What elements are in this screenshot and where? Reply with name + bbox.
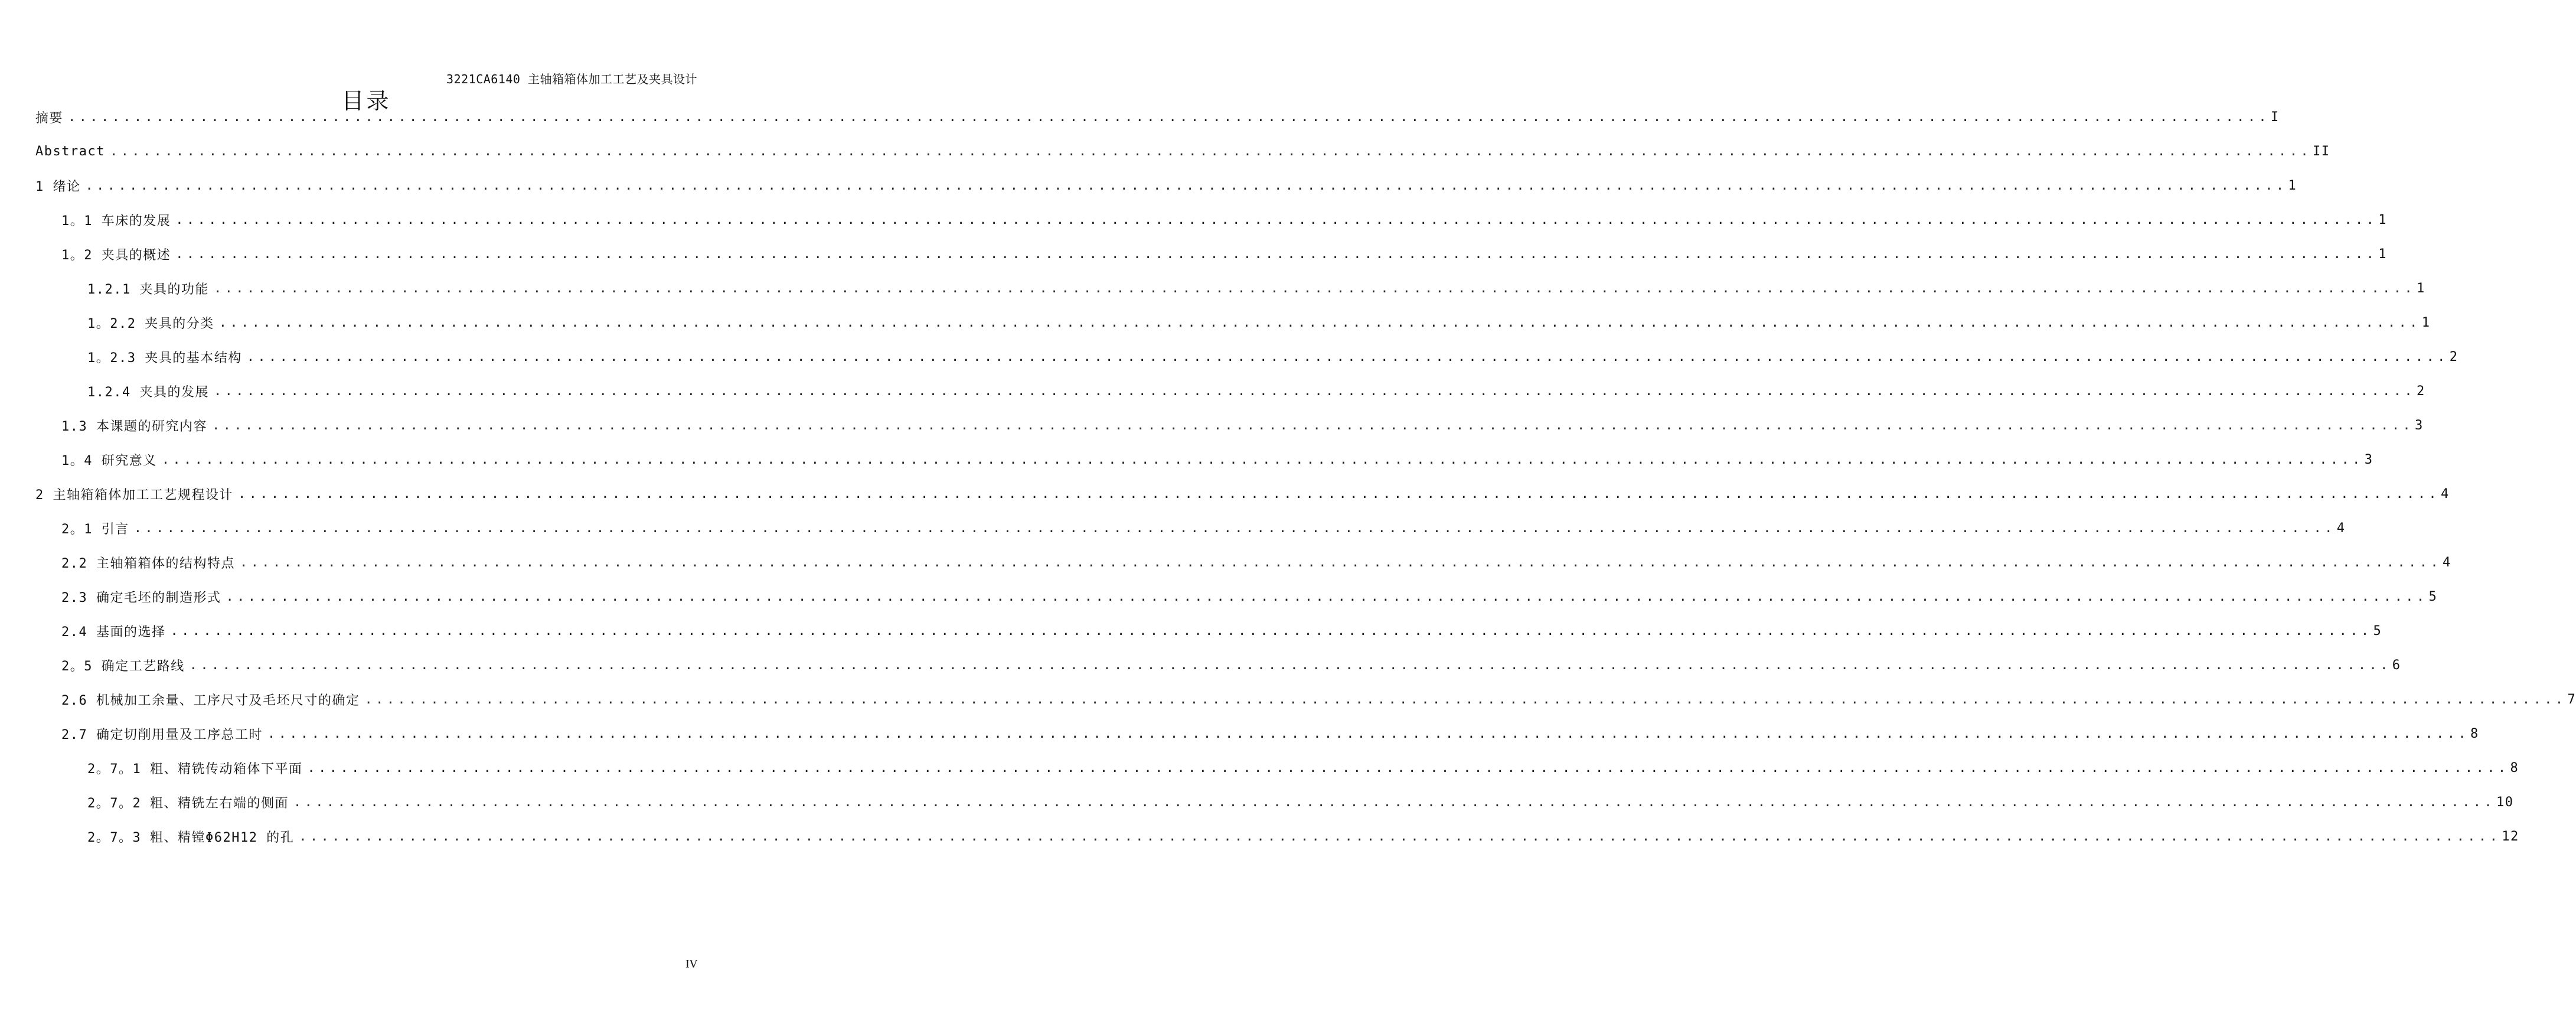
toc-dot-leader: ........................................................................................................................................................................................................	[211, 418, 2414, 433]
toc-entry-label: 1。2.2 夹具的分类	[87, 316, 214, 331]
toc-entry-label: Abstract	[35, 144, 105, 159]
toc-entry-label: 2.7 确定切削用量及工序总工时	[61, 727, 263, 742]
toc-entry-page: 5	[2373, 623, 2382, 638]
toc-entry-page: 10	[2496, 794, 2514, 810]
toc-entry-page: 5	[2428, 589, 2438, 604]
toc-dot-leader: ........................................................................................................................................................................................................	[293, 794, 2496, 810]
toc-entry-page: 1	[2378, 212, 2388, 227]
toc-entry[interactable]	[61, 722, 2479, 745]
toc-entry-label: 2。7。3 粗、精镗Φ62H12 的孔	[87, 830, 295, 845]
page-number: IV	[685, 958, 697, 970]
toc-title: 目录	[341, 88, 391, 114]
toc-entry[interactable]	[87, 379, 2425, 403]
toc-entry[interactable]	[61, 413, 2424, 437]
toc-dot-leader: ........................................................................................................................................................................................................	[226, 589, 2428, 604]
toc-entry-label: 1。2 夹具的概述	[61, 247, 171, 263]
toc-dot-leader: ........................................................................................................................................................................................................	[109, 144, 2311, 159]
toc-entry-label: 1。1 车床的发展	[61, 213, 171, 229]
toc-entry-page: 2	[2449, 349, 2459, 364]
running-header: 3221CA6140 主轴箱箱体加工工艺及夹具设计	[446, 72, 697, 86]
toc-entry[interactable]	[35, 174, 2297, 197]
toc-dot-leader: ........................................................................................................................................................................................................	[175, 246, 2378, 262]
toc-dot-leader: ........................................................................................................................................................................................................	[170, 623, 2372, 638]
toc-entry-page: 12	[2502, 829, 2519, 844]
toc-entry[interactable]	[35, 105, 2280, 129]
toc-entry[interactable]	[35, 482, 2450, 506]
toc-entry-page: I	[2271, 109, 2280, 125]
toc-entry[interactable]	[61, 619, 2382, 643]
toc-entry-page: 2	[2417, 383, 2425, 399]
toc-entry-label: 1。2.3 夹具的基本结构	[87, 350, 242, 366]
toc-entry-page: 4	[2336, 520, 2346, 536]
toc-entry[interactable]	[87, 756, 2519, 780]
toc-dot-leader: ........................................................................................................................................................................................................	[85, 178, 2287, 193]
toc-entry[interactable]	[61, 242, 2388, 266]
toc-entry-page: 7	[2567, 692, 2576, 707]
toc-entry[interactable]	[87, 790, 2514, 814]
toc-entry-label: 2 主轴箱箱体加工工艺规程设计	[35, 487, 233, 503]
toc-entry-label: 2。7。2 粗、精铣左右端的侧面	[87, 796, 289, 811]
toc-dot-leader: ........................................................................................................................................................................................................	[218, 315, 2421, 330]
toc-entry[interactable]	[61, 585, 2438, 608]
toc-dot-leader: ........................................................................................................................................................................................................	[239, 555, 2442, 570]
toc-entry[interactable]	[61, 208, 2388, 232]
toc-entry-page: 8	[2510, 760, 2519, 776]
toc-dot-leader: ........................................................................................................................................................................................................	[213, 383, 2416, 399]
toc-dot-leader: ........................................................................................................................................................................................................	[133, 520, 2336, 536]
toc-dot-leader: ........................................................................................................................................................................................................	[189, 657, 2391, 673]
toc-entry-page: 3	[2364, 452, 2373, 467]
toc-entry[interactable]	[61, 448, 2373, 471]
toc-entry-label: 1。4 研究意义	[61, 453, 157, 468]
toc-entry-label: 1 绪论	[35, 179, 81, 194]
toc-entry-page: 1	[2417, 281, 2425, 296]
toc-entry-page: 4	[2443, 555, 2451, 570]
toc-entry-label: 2。7。1 粗、精铣传动箱体下平面	[87, 761, 303, 777]
toc-entry-page: 8	[2470, 726, 2479, 741]
toc-dot-leader: ........................................................................................................................................................................................................	[299, 829, 2501, 844]
toc-entry[interactable]	[61, 516, 2346, 540]
toc-dot-leader: ........................................................................................................................................................................................................	[246, 349, 2448, 364]
toc-entry-label: 摘要	[35, 110, 64, 126]
toc-dot-leader: ........................................................................................................................................................................................................	[364, 692, 2567, 707]
toc-dot-leader: ........................................................................................................................................................................................................	[213, 281, 2416, 296]
toc-entry-page: 3	[2415, 418, 2424, 433]
toc-entry[interactable]	[61, 688, 2576, 711]
toc-entry[interactable]	[87, 311, 2431, 334]
toc-dot-leader: ........................................................................................................................................................................................................	[267, 726, 2470, 741]
toc-entry-page: 1	[2288, 178, 2297, 193]
toc-dot-leader: ........................................................................................................................................................................................................	[68, 109, 2270, 125]
toc-entry-label: 1.3 本课题的研究内容	[61, 419, 207, 434]
toc-dot-leader: ........................................................................................................................................................................................................	[307, 760, 2509, 776]
toc-entry-label: 2.2 主轴箱箱体的结构特点	[61, 556, 235, 571]
toc-entry-label: 1.2.4 夹具的发展	[87, 385, 209, 400]
toc-entry-page: 6	[2392, 657, 2401, 673]
toc-entry[interactable]	[87, 825, 2519, 848]
toc-dot-leader: ........................................................................................................................................................................................................	[161, 452, 2363, 467]
toc-entry-label: 1.2.1 夹具的功能	[87, 282, 209, 297]
toc-entry[interactable]	[87, 276, 2425, 300]
toc-entry-label: 2。1 引言	[61, 522, 129, 537]
toc-entry-label: 2.3 确定毛坯的制造形式	[61, 590, 221, 605]
toc-entry-label: 2.6 机械加工余量、工序尺寸及毛坯尺寸的确定	[61, 693, 360, 708]
toc-entry[interactable]	[87, 345, 2459, 369]
toc-entry[interactable]	[35, 139, 2330, 163]
toc-entry-page: 4	[2441, 486, 2450, 501]
toc-entry[interactable]	[61, 653, 2401, 677]
toc-dot-leader: ........................................................................................................................................................................................................	[175, 212, 2378, 227]
toc-entry-label: 2。5 确定工艺路线	[61, 659, 185, 674]
toc-entry-page: II	[2313, 144, 2330, 159]
toc-entry-label: 2.4 基面的选择	[61, 624, 166, 640]
toc-dot-leader: ........................................................................................................................................................................................................	[238, 486, 2440, 501]
toc-entry-page: 1	[2378, 246, 2388, 262]
toc-entry[interactable]	[61, 550, 2451, 574]
toc-entry-page: 1	[2421, 315, 2431, 330]
